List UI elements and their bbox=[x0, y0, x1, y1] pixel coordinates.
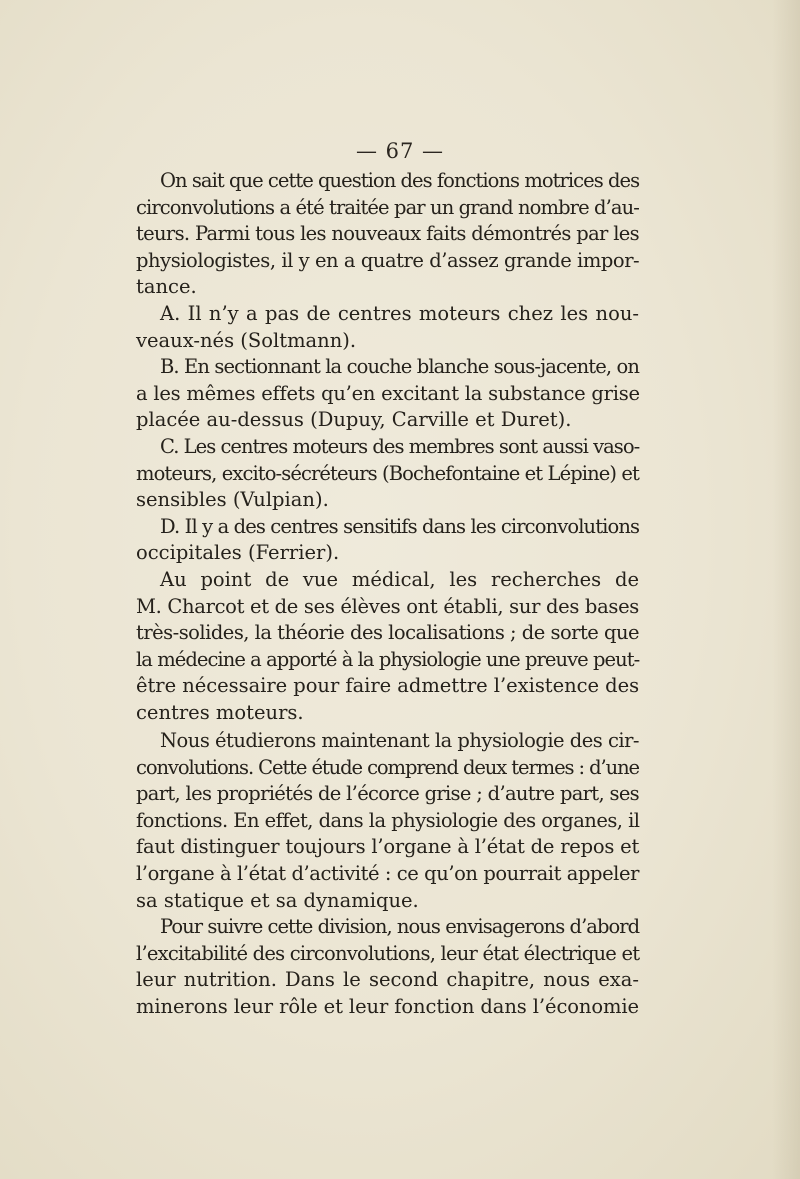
text-line: Nous étudierons maintenant la physiologie des cir- bbox=[160, 729, 639, 752]
text-line: très-solides, la théorie des localisations ; de sorte que bbox=[136, 621, 639, 645]
text-block-1 bbox=[136, 168, 639, 726]
text-line: C. Les centres moteurs des membres sont aussi vaso- bbox=[160, 434, 640, 458]
text-line: l’excitabilité des circonvolutions, leur état électrique et bbox=[136, 941, 640, 965]
text-line: physiologistes, il y en a quatre d’assez grande impor- bbox=[136, 248, 640, 272]
text-line: occipitales (Ferrier). bbox=[136, 541, 340, 565]
text-line: faut distinguer toujours l’organe à l’état de repos et bbox=[136, 835, 640, 859]
text-line: fonctions. En effet, dans la physiologie des organes, il bbox=[136, 808, 640, 832]
text-line: A. Il n’y a pas de centres moteurs chez les nou- bbox=[160, 301, 639, 325]
text-line: part, les propriétés de l’écorce grise ; d’autre part, ses bbox=[136, 782, 639, 806]
page-edge-shadow bbox=[772, 0, 800, 1179]
text-line: Pour suivre cette division, nous envisagerons d’abord bbox=[160, 915, 640, 939]
text-line: Au point de vue médical, les recherches de bbox=[160, 567, 639, 591]
text-line: sensibles (Vulpian). bbox=[136, 488, 329, 512]
text-line: B. En sectionnant la couche blanche sous-jacente, on bbox=[160, 355, 639, 379]
text-line: M. Charcot et de ses élèves ont établi, sur des bases bbox=[136, 594, 639, 618]
text-line: minerons leur rôle et leur fonction dans l’économie bbox=[136, 994, 639, 1018]
text-line: veaux-nés (Soltmann). bbox=[136, 328, 357, 352]
text-block-2 bbox=[136, 728, 639, 1021]
text-line: On sait que cette question des fonctions motrices des bbox=[160, 169, 640, 192]
text-line: l’organe à l’état d’activité : ce qu’on pourrait appeler bbox=[136, 861, 639, 885]
text-line: a les mêmes effets qu’en excitant la substance grise bbox=[136, 381, 640, 405]
text-line: tance. bbox=[136, 275, 197, 299]
text-line: être nécessaire pour faire admettre l’existence des bbox=[136, 674, 640, 698]
text-line: centres moteurs. bbox=[136, 700, 304, 724]
text-line: leur nutrition. Dans le second chapitre, nous exa- bbox=[136, 968, 639, 992]
text-line: teurs. Parmi tous les nouveaux faits démontrés par les bbox=[136, 222, 639, 246]
text-line: placée au-dessus (Dupuy, Carville et Duret). bbox=[136, 408, 572, 432]
text-line: convolutions. Cette étude comprend deux termes : d’une bbox=[136, 755, 639, 779]
text-line: sa statique et sa dynamique. bbox=[136, 888, 419, 912]
text-line: D. Il y a des centres sensitifs dans les circonvolutions bbox=[160, 514, 640, 538]
text-line: la médecine a apporté à la physiologie une preuve peut- bbox=[136, 647, 640, 671]
text-line: circonvolutions a été traitée par un grand nombre d’au- bbox=[136, 195, 639, 219]
text-line: moteurs, excito-sécréteurs (Bochefontaine et Lépine) et bbox=[136, 461, 639, 485]
page-number: — 67 — bbox=[355, 139, 445, 163]
